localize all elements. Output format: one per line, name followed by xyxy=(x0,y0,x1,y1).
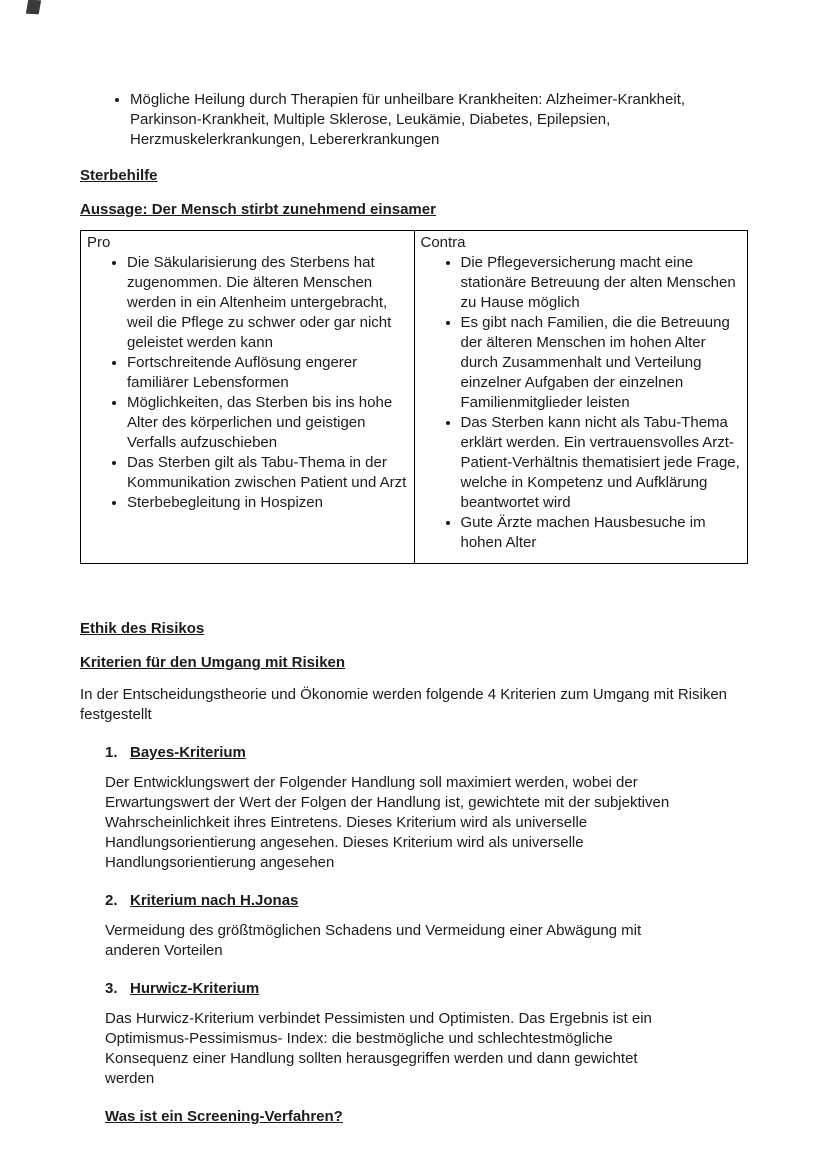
list-item: • Das Sterben kann nicht als Tabu-Thema erklärt werden. Ein vertrauensvolles Arzt-Patient-Verhältnis thematisiert jede Frage, welche in Kompetenz und Aufklärung beantwortet wird xyxy=(461,413,742,513)
heading-screening-verfahren: Was ist ein Screening-Verfahren? xyxy=(105,1108,343,1125)
heading-sterbehilfe: Sterbehilfe xyxy=(80,167,158,184)
pro-bullet-list xyxy=(86,253,408,513)
kriterium-2-body: Vermeidung des größtmöglichen Schadens und Vermeidung einer Abwägung mit anderen Vorteilen xyxy=(105,922,642,959)
list-item: • Die Pflegeversicherung macht eine stationäre Betreuung der alten Menschen zu Hause möglich xyxy=(461,253,742,313)
table-row xyxy=(81,231,748,564)
contra-column-header: Contra xyxy=(420,234,466,251)
heading-ethik-des-risikos: Ethik des Risikos xyxy=(80,620,205,637)
list-item: • Die Säkularisierung des Sterbens hat zugenommen. Die älteren Menschen werden in ein Altenheim untergebracht, weil die Pflege zu schwer oder gar nicht geleistet werden kann xyxy=(127,253,408,353)
kriterium-3-body: Das Hurwicz-Kriterium verbindet Pessimisten und Optimisten. Das Ergebnis ist ein Optimismus-Pessimismus- Index: die bestmögliche und schlechtestmögliche Konsequenz einer Handlung sollten herausgegriffen werden und dann gewichtet werden xyxy=(105,1010,652,1087)
kriterium-3-number: 3. xyxy=(105,980,118,997)
pro-cell xyxy=(81,231,415,564)
kriterium-1-body: Der Entwicklungswert der Folgender Handlung soll maximiert werden, wobei der Erwartungswert der Wert der Folgen der Handlung ist, gewichtete mit der subjektiven Wahrscheinlichkeit ihres Eintretens. Dieses Kriterium wird als universelle Handlungsorientierung angesehen. Dieses Kriterium wird als universelle Handlungsorientierung angesehen xyxy=(105,774,670,871)
heading-kriterien: Kriterien für den Umgang mit Risiken xyxy=(80,654,346,671)
list-item: • Gute Ärzte machen Hausbesuche im hohen Alter xyxy=(461,513,742,553)
kriterium-1-title: Bayes-Kriterium xyxy=(130,744,246,761)
contra-cell xyxy=(414,231,748,564)
list-item: • Mögliche Heilung durch Therapien für unheilbare Krankheiten: Alzheimer-Krankheit, Parkinson-Krankheit, Multiple Sklerose, Leukämie, Diabetes, Epilepsien, Herzmuskelerkrankungen, Lebererkrankungen xyxy=(130,90,748,150)
list-item: • Sterbebegleitung in Hospizen xyxy=(127,493,408,513)
list-item: • Es gibt nach Familien, die die Betreuung der älteren Menschen im hohen Alter durch Zusammenhalt und Verteilung einzelner Aufgaben der einzelnen Familienmitglieder leisten xyxy=(461,313,742,413)
intro-paragraph: In der Entscheidungstheorie und Ökonomie werden folgende 4 Kriterien zum Umgang mit Risiken festgestellt xyxy=(80,686,728,723)
kriterium-2-title: Kriterium nach H.Jonas xyxy=(130,892,299,909)
kriterium-3-heading xyxy=(105,979,748,999)
pro-column-header: Pro xyxy=(87,234,111,251)
kriterium-1-number: 1. xyxy=(105,744,118,761)
list-item: • Fortschreitende Auflösung engerer familiärer Lebensformen xyxy=(127,353,408,393)
kriterium-2-number: 2. xyxy=(105,892,118,909)
list-item: • Das Sterben gilt als Tabu-Thema in der Kommunikation zwischen Patient und Arzt xyxy=(127,453,408,493)
kriterium-3-title: Hurwicz-Kriterium xyxy=(130,980,260,997)
page-corner-artifact xyxy=(26,0,41,14)
heading-aussage: Aussage: Der Mensch stirbt zunehmend einsamer xyxy=(80,201,436,218)
kriterium-2-heading xyxy=(105,891,748,911)
document-content xyxy=(80,0,748,1127)
pro-contra-table xyxy=(80,230,748,564)
contra-bullet-list xyxy=(420,253,742,553)
top-bullet-list xyxy=(80,90,748,150)
kriterium-1-heading xyxy=(105,743,748,763)
list-item: • Möglichkeiten, das Sterben bis ins hohe Alter des körperlichen und geistigen Verfalls aufzuschieben xyxy=(127,393,408,453)
